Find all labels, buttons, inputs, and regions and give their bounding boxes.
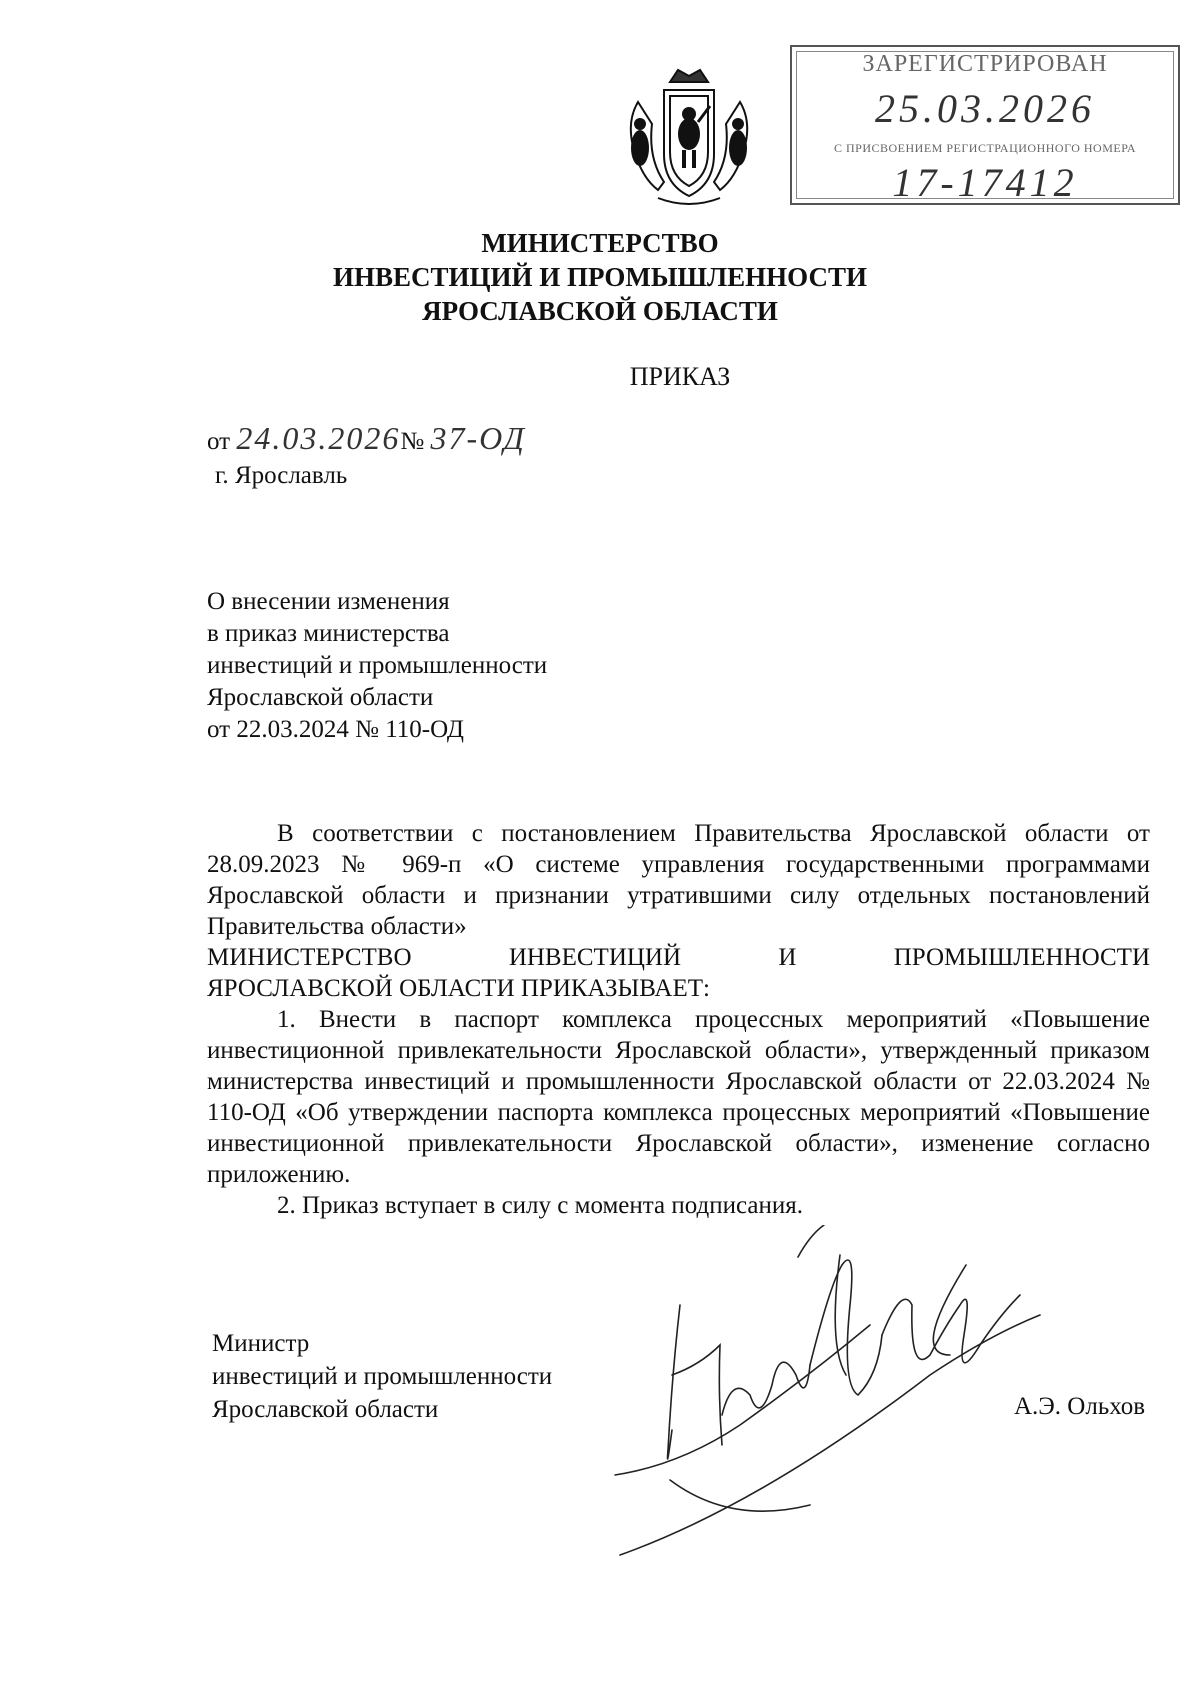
order-item-1: 1. Внести в паспорт комплекса процессных мероприятий «Повышение инвестиционной привлекательности Ярославской области», утвержденный приказом министерства инвестиций и промышленности Ярославской области от 22.03.2024 № 110-ОД «Об утверждении паспорта комплекса процессных мероприятий «Повышение инвестиционной привлекательности Ярославской области», изменение согласно приложению. bbox=[207, 1006, 1150, 1188]
date-prefix: от bbox=[207, 428, 231, 455]
order-item-2: 2. Приказ вступает в силу с момента подписания. bbox=[277, 1192, 803, 1219]
subject-line: от 22.03.2024 № 110-ОД bbox=[207, 716, 464, 743]
order-body bbox=[207, 818, 1150, 1221]
stamp-caption: С ПРИСВОЕНИЕМ РЕГИСТРАЦИОННОГО НОМЕРА bbox=[833, 141, 1137, 155]
signer-position bbox=[212, 1327, 552, 1426]
ministry-orders-line-2: ЯРОСЛАВСКОЙ ОБЛАСТИ ПРИКАЗЫВАЕТ: bbox=[207, 975, 710, 1002]
subject-line: Ярославской области bbox=[207, 684, 434, 711]
number-sign: № bbox=[400, 428, 425, 455]
order-date-line bbox=[207, 420, 526, 457]
ministry-name-line-3: ЯРОСЛАВСКОЙ ОБЛАСТИ bbox=[422, 296, 778, 326]
document-type-title: ПРИКАЗ bbox=[629, 362, 731, 391]
order-subject bbox=[207, 586, 547, 746]
preamble-paragraph: В соответствии с постановлением Правительства Ярославской области от 28.09.2023 № 969-п «О системе управления государственными программами Ярославской области и признании утратившими силу отдельных постановлений Правительства области» bbox=[207, 820, 1150, 940]
subject-line: инвестиций и промышленности bbox=[207, 652, 548, 679]
signer-name: А.Э. Ольхов bbox=[1014, 1393, 1146, 1420]
coat-of-arms-emblem bbox=[618, 62, 760, 212]
subject-line: в приказ министерства bbox=[207, 620, 450, 647]
position-line: инвестиций и промышленности bbox=[212, 1363, 553, 1390]
handwritten-signature bbox=[610, 1225, 1080, 1585]
ministry-orders-line-1: МИНИСТЕРСТВО ИНВЕСТИЦИЙ И ПРОМЫШЛЕННОСТИ bbox=[207, 944, 1150, 971]
city: г. Ярославль bbox=[215, 462, 348, 489]
registration-stamp bbox=[790, 45, 1180, 205]
ministry-name-line-2: ИНВЕСТИЦИЙ И ПРОМЫШЛЕННОСТИ bbox=[333, 262, 867, 292]
stamp-title: ЗАРЕГИСТРИРОВАН bbox=[862, 51, 1108, 77]
position-line: Ярославской области bbox=[212, 1396, 439, 1423]
order-date-handwritten: 24.03.2026 bbox=[236, 420, 401, 456]
stamp-date: 25.03.2026 bbox=[875, 86, 1095, 131]
position-line: Министр bbox=[212, 1330, 310, 1357]
ministry-name-line-1: МИНИСТЕРСТВО bbox=[481, 228, 719, 258]
order-number-handwritten: 37-ОД bbox=[430, 420, 526, 456]
subject-line: О внесении изменения bbox=[207, 588, 450, 615]
stamp-registration-number: 17-17412 bbox=[892, 160, 1078, 205]
